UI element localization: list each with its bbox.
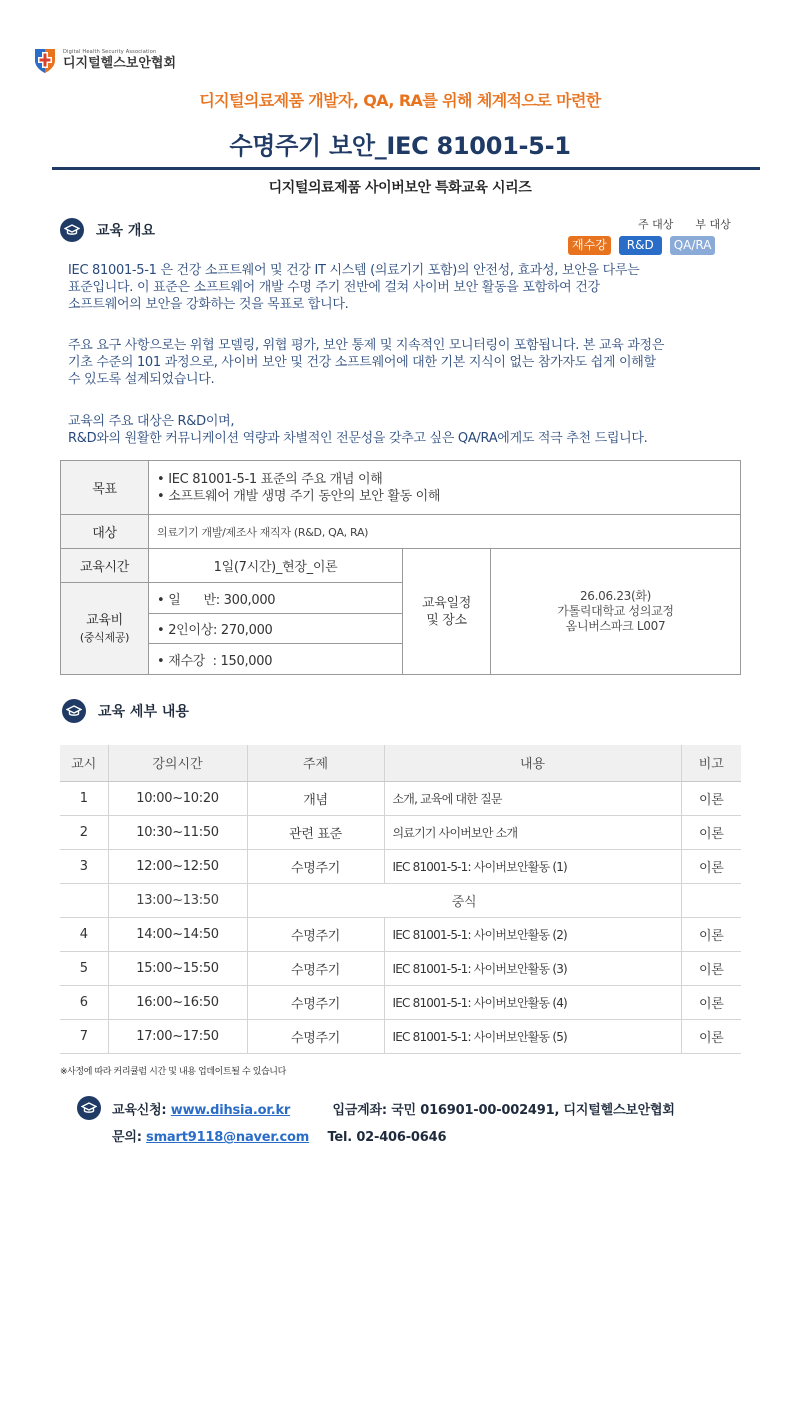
cell-period: 5 [60,951,108,985]
footer-line-1 [112,1099,675,1118]
intro-line: 기초 수준의 101 과정으로, 사이버 보안 및 건강 소프트웨어에 대한 기본 지식이 없는 참가자도 쉽게 이해할 [68,355,656,370]
cell-remark: 이론 [681,815,741,849]
intro-line: 교육의 주요 대상은 R&D이며, [68,414,235,429]
sub-target-label: 부 대상 [695,218,731,231]
cell-time: 13:00~13:50 [108,883,247,917]
schedule-room: 옴니버스파크 L007 [565,619,666,633]
table-row [60,951,741,985]
fee-group: • 2인이상: 270,000 [149,614,403,644]
cell-remark [681,883,741,917]
cell-period [60,883,108,917]
series-subtitle: 디지털의료제품 사이버보안 특화교육 시리즈 [268,180,532,196]
cell-topic: 수명주기 [247,1019,384,1053]
cell-content: IEC 81001-5-1: 사이버보안활동 (5) [384,1019,681,1053]
badge-rnd: R&D [619,236,662,255]
schedule-label [403,549,491,675]
table-row [60,849,741,883]
schedule-date: 26.06.23(화) [579,589,652,603]
detail-heading [62,699,189,723]
apply-link[interactable]: www.dihsia.or.kr [170,1103,291,1118]
fee-retake: • 재수강 : 150,000 [149,644,403,675]
curriculum-note: ※사정에 따라 커리큘럼 시간 및 내용 업데이트될 수 있습니다 [60,1067,286,1077]
cell-content: IEC 81001-5-1: 사이버보안활동 (4) [384,985,681,1019]
col-remark: 비고 [681,745,741,781]
logo-korean-name: 디지털헬스보안협회 [63,56,177,71]
contact-label: 문의: [112,1130,142,1145]
table-row [60,985,741,1019]
schedule-value [491,549,741,675]
goal-cell [149,461,741,515]
cell-time: 14:00~14:50 [108,917,247,951]
cell-period: 4 [60,917,108,951]
table-row [60,917,741,951]
fee-label-text: 교육비 [86,612,123,628]
table-row-lunch [60,883,741,917]
graduation-cap-icon [60,218,84,242]
col-period: 교시 [60,745,108,781]
cell-content: IEC 81001-5-1: 사이버보안활동 (2) [384,917,681,951]
cell-remark: 이론 [681,781,741,815]
fee-label [61,583,149,675]
table-row [60,815,741,849]
bank-account: 입금계좌: 국민 016901-00-002491, 디지털헬스보안협회 [332,1103,675,1118]
goal-item: • IEC 81001-5-1 표준의 주요 개념 이해 [157,471,383,487]
target-label: 대상 [61,515,149,549]
cell-time: 10:30~11:50 [108,815,247,849]
intro-line: 수 있도록 설계되었습니다. [68,372,215,387]
cell-time: 17:00~17:50 [108,1019,247,1053]
cell-time: 12:00~12:50 [108,849,247,883]
apply-label: 교육신청: [112,1103,167,1118]
time-value: 1일(7시간)_현장_이론 [149,549,403,583]
schedule-label-line: 교육일정 [421,595,472,611]
phone-number: Tel. 02-406-0646 [327,1130,447,1145]
goal-label: 목표 [61,461,149,515]
cell-topic: 수명주기 [247,985,384,1019]
fee-general: • 일 반: 300,000 [149,583,403,614]
cell-lunch: 중식 [247,883,681,917]
intro-line: IEC 81001-5-1 은 건강 소프트웨어 및 건강 IT 시스템 (의료기기 포함)의 안전성, 효과성, 보안을 다루는 [68,263,640,278]
col-topic: 주제 [247,745,384,781]
title-divider [52,167,760,170]
target-value: 의료기기 개발/제조사 재직자 (R&D, QA, RA) [149,515,741,549]
intro-line: 소프트웨어의 보안을 강화하는 것을 목표로 합니다. [68,297,349,312]
table-row [60,781,741,815]
cross-shield-icon [33,46,57,74]
overview-title: 교육 개요 [96,223,155,239]
cell-content: 소개, 교육에 대한 질문 [384,781,681,815]
cell-content: IEC 81001-5-1: 사이버보안활동 (3) [384,951,681,985]
intro-paragraph-2 [68,337,758,388]
graduation-cap-icon [62,699,86,723]
cell-remark: 이론 [681,1019,741,1053]
cell-time: 15:00~15:50 [108,951,247,985]
goal-item: • 소프트웨어 개발 생명 주기 동안의 보안 활동 이해 [157,488,441,504]
col-time: 강의시간 [108,745,247,781]
headline: 디지털의료제품 개발자, QA, RA를 위해 체계적으로 마련한 [199,91,601,110]
badge-qara: QA/RA [670,236,716,255]
table-row [60,1019,741,1053]
cell-period: 2 [60,815,108,849]
cell-remark: 이론 [681,917,741,951]
association-logo [33,46,176,74]
cell-time: 16:00~16:50 [108,985,247,1019]
schedule-place: 가톨릭대학교 성의교정 [557,604,674,618]
col-content: 내용 [384,745,681,781]
cell-period: 3 [60,849,108,883]
contact-email-link[interactable]: smart9118@naver.com [146,1130,310,1145]
schedule-label-line: 및 장소 [426,612,467,628]
page-title: 수명주기 보안_IEC 81001-5-1 [229,132,571,160]
intro-line: 주요 요구 사항으로는 위협 모델링, 위협 평가, 보안 통제 및 지속적인 모니터링이 포함됩니다. 본 교육 과정은 [68,338,665,353]
intro-line: R&D와의 원활한 커뮤니케이션 역량과 차별적인 전문성을 갖추고 싶은 QA/RA에게도 적극 추천 드립니다. [68,431,648,446]
cell-content: 의료기기 사이버보안 소개 [384,815,681,849]
time-label: 교육시간 [61,549,149,583]
cell-time: 10:00~10:20 [108,781,247,815]
cell-content: IEC 81001-5-1: 사이버보안활동 (1) [384,849,681,883]
cell-topic: 수명주기 [247,951,384,985]
intro-line: 표준입니다. 이 표준은 소프트웨어 개발 수명 주기 전반에 걸쳐 사이버 보안 활동을 포함하여 건강 [68,280,600,295]
cell-topic: 개념 [247,781,384,815]
main-target-label: 주 대상 [638,218,674,231]
intro-paragraph-3 [68,413,758,447]
cell-period: 7 [60,1019,108,1053]
target-badges [568,236,715,255]
logo-english-name: Digital Health Security Association [63,49,157,55]
cell-topic: 관련 표준 [247,815,384,849]
footer-line-2 [112,1126,446,1145]
cell-remark: 이론 [681,849,741,883]
curriculum-table [60,745,741,1054]
graduation-cap-icon [77,1096,101,1120]
fee-note: (중식제공) [79,630,130,644]
cell-period: 1 [60,781,108,815]
target-labels [634,216,731,232]
overview-heading [60,218,155,242]
cell-remark: 이론 [681,951,741,985]
cell-topic: 수명주기 [247,917,384,951]
badge-retake: 재수강 [568,236,611,255]
course-info-table [60,460,741,675]
detail-title: 교육 세부 내용 [98,704,189,720]
intro-paragraph-1 [68,262,758,313]
cell-period: 6 [60,985,108,1019]
cell-remark: 이론 [681,985,741,1019]
cell-topic: 수명주기 [247,849,384,883]
